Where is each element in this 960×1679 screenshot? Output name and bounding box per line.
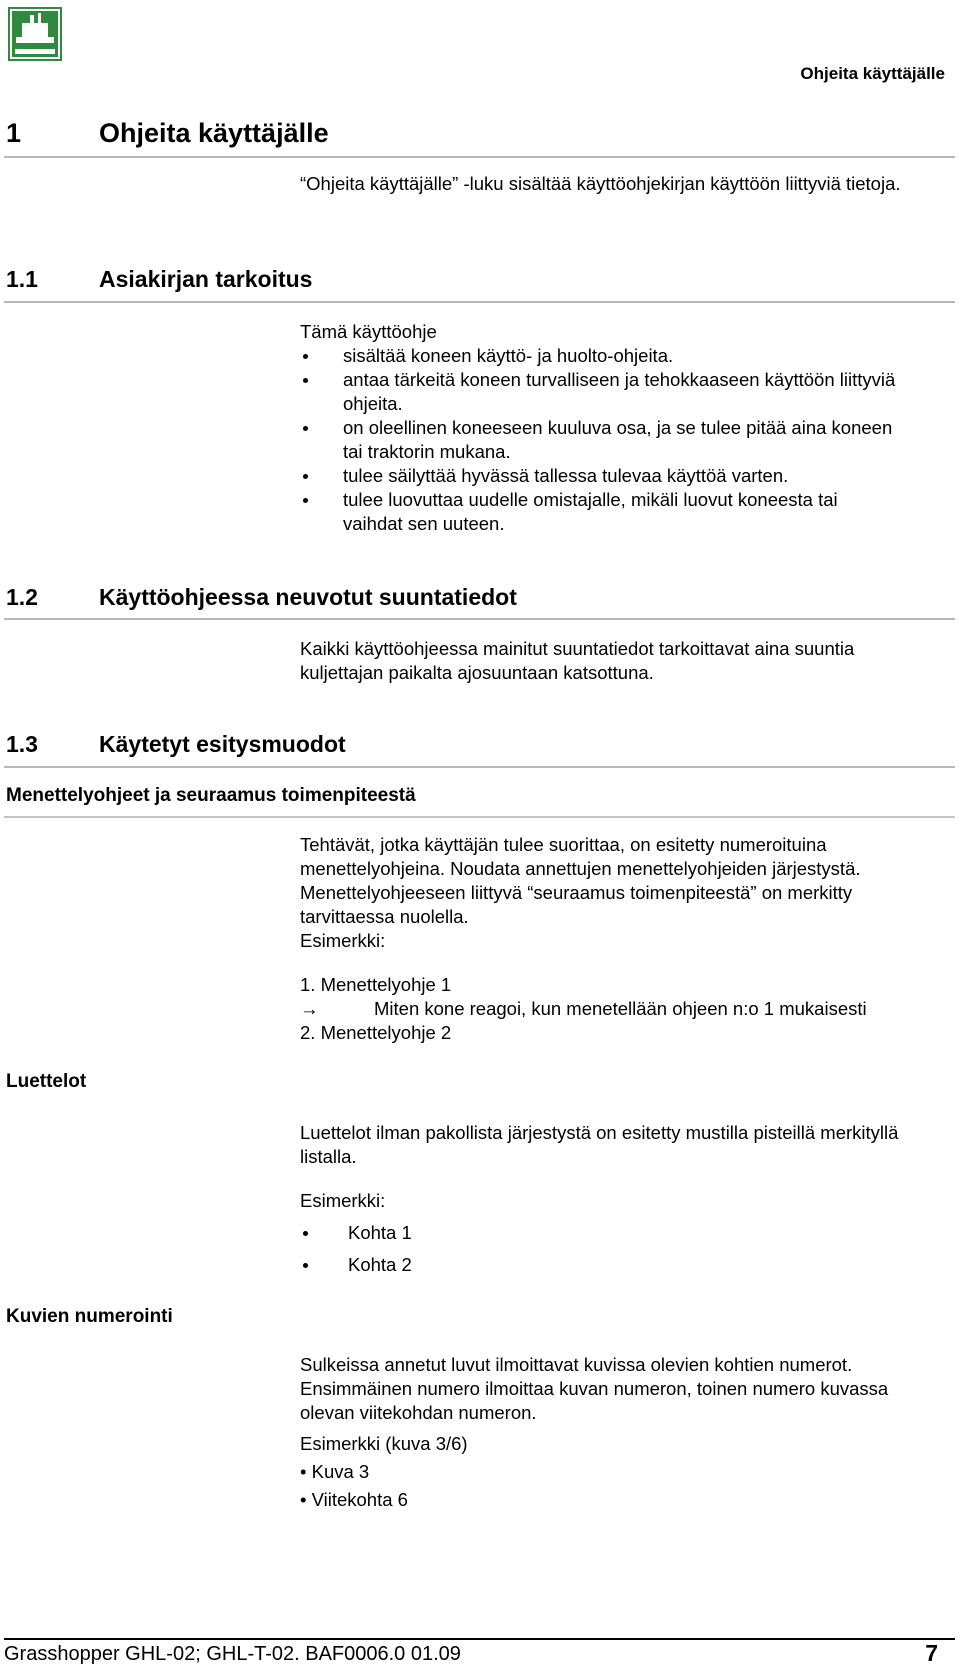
chapter-intro: “Ohjeita käyttäjälle” -luku sisältää käyttöohjekirjan käyttöön liittyviä tietoja. xyxy=(300,173,901,194)
list-item: tulee luovuttaa uudelle omistajalle, mikäli luovut koneesta tai vaihdat sen uuteen. xyxy=(300,488,900,536)
bullet-icon xyxy=(303,498,308,503)
section-rule xyxy=(4,618,955,620)
right-arrow-icon: → xyxy=(300,998,319,1019)
bullet-icon xyxy=(303,426,308,431)
tractor-logo-icon xyxy=(8,7,62,61)
footer-rule xyxy=(4,1638,955,1640)
section-1-2-heading xyxy=(6,584,517,611)
bullet-icon xyxy=(303,378,308,383)
subsection-heading: Luettelot xyxy=(6,1071,87,1092)
lists-text: Luettelot ilman pakollista järjestystä on esitetty mustilla pisteillä merkityllä listalla. xyxy=(300,1122,899,1167)
list-item: on oleellinen koneeseen kuuluva osa, ja se tulee pitää aina koneen tai traktorin mukana. xyxy=(300,416,900,464)
chapter-heading xyxy=(6,118,329,149)
section-rule xyxy=(4,766,955,768)
section-number: 1.3 xyxy=(6,731,38,757)
subsection-heading: Menettelyohjeet ja seuraamus toimenpiteestä xyxy=(6,785,416,806)
procedure-step: 1. Menettelyohje 1 xyxy=(300,974,452,995)
chapter-rule xyxy=(4,156,955,158)
amazone-logo xyxy=(8,7,62,61)
subsection-rule xyxy=(4,816,955,818)
list-item: • Viitekohta 6 xyxy=(300,1489,408,1510)
bullet-icon xyxy=(303,1231,308,1236)
example-label: Esimerkki: xyxy=(300,1190,386,1211)
figure-numbering-body xyxy=(300,1353,920,1514)
section-1-1-body xyxy=(300,320,900,536)
section-number: 1.2 xyxy=(6,584,38,610)
section-1-3-heading xyxy=(6,731,346,758)
procedure-section-body xyxy=(300,833,950,1045)
procedure-step: 2. Menettelyohje 2 xyxy=(300,1022,452,1043)
list-item: sisältää koneen käyttö- ja huolto-ohjeita. xyxy=(300,344,900,368)
section-rule xyxy=(4,301,955,303)
section-title: Asiakirjan tarkoitus xyxy=(99,266,313,292)
example-label: Esimerkki (kuva 3/6) xyxy=(300,1433,468,1454)
lead-text: Tämä käyttöohje xyxy=(300,321,437,342)
bullet-icon xyxy=(303,474,308,479)
section-title: Käytetyt esitysmuodot xyxy=(99,731,346,757)
running-header: Ohjeita käyttäjälle xyxy=(800,64,945,83)
lists-section-body xyxy=(300,1121,900,1281)
list-item: antaa tärkeitä koneen turvalliseen ja tehokkaaseen käyttöön liittyviä ohjeita. xyxy=(300,368,900,416)
footer-document-id: Grasshopper GHL-02; GHL-T-02. BAF0006.0 01.09 xyxy=(4,1643,461,1665)
section-1-1-heading xyxy=(6,266,312,293)
list-item: Kohta 2 xyxy=(300,1249,900,1281)
example-label: Esimerkki: xyxy=(300,930,386,951)
bullet-icon xyxy=(303,354,308,359)
chapter-number: 1 xyxy=(6,118,22,148)
section-1-2-text: Kaikki käyttöohjeessa mainitut suuntatiedot tarkoittavat aina suuntia kuljettajan paikalta ajosuuntaan katsottuna. xyxy=(300,638,855,683)
subsection-heading: Kuvien numerointi xyxy=(6,1306,173,1327)
list-item: Kohta 1 xyxy=(300,1217,900,1249)
chapter-title: Ohjeita käyttäjälle xyxy=(99,118,329,148)
page-number: 7 xyxy=(925,1640,938,1666)
section-number: 1.1 xyxy=(6,266,38,292)
list-item: tulee säilyttää hyvässä tallessa tulevaa käyttöä varten. xyxy=(300,464,900,488)
bullet-icon xyxy=(303,1263,308,1268)
figure-numbering-text: Sulkeissa annetut luvut ilmoittavat kuvissa olevien kohtien numerot. Ensimmäinen numero ilmoittaa kuvan numeron, toinen numero kuvassa olevan viitekohdan numeron. xyxy=(300,1354,889,1423)
procedure-text: Tehtävät, jotka käyttäjän tulee suorittaa, on esitetty numeroituina menettelyohjeina. Noudata annettujen menettelyohjeiden järjestystä. Menettelyohjeeseen liittyvä “seuraamus toimenpiteestä” on merkitty tarvittaessa nuolella. xyxy=(300,834,861,927)
list-item: • Kuva 3 xyxy=(300,1461,370,1482)
section-title: Käyttöohjeessa neuvotut suuntatiedot xyxy=(99,584,517,610)
procedure-result: → Miten kone reagoi, kun menetellään ohjeen n:o 1 mukaisesti xyxy=(300,998,867,1019)
